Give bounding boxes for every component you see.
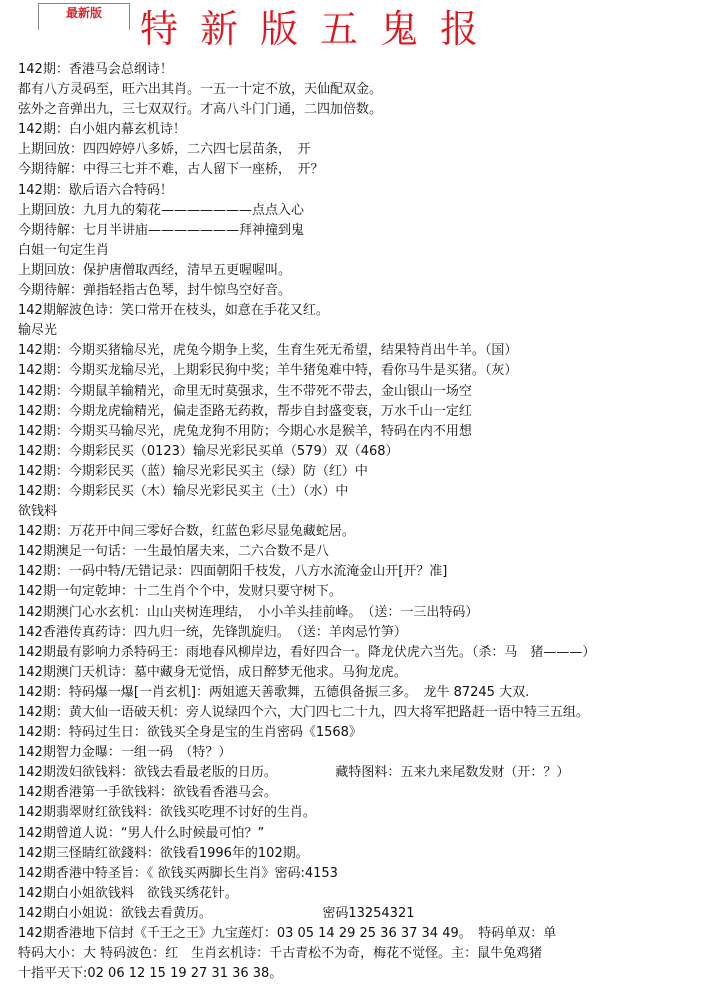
text-line: 142期泼妇欲钱料：欲钱去看最老版的日历。 藏特图料：五来九来尾数发财（开：？）	[18, 765, 570, 781]
text-line: 白姐一句定生肖	[18, 242, 110, 258]
text-line: 142期澳足一句话：一生最怕屠夫来，二六合数不是八	[18, 544, 329, 560]
text-line: 142期曾道人说：“男人什么时候最可怕？”	[18, 825, 265, 841]
text-line: 142期：今期彩民买（0123）输尽光彩民买单（579）双（468）	[18, 443, 399, 459]
content-lines	[18, 60, 718, 984]
text-line: 142期香港第一手欲钱料：欲钱看香港马会。	[18, 785, 277, 801]
text-line: 142期：今期龙虎输精光，偏走歪路无药救，帮步自封盛变衰，万水千山一定红	[18, 403, 472, 419]
text-line: 142期：特码爆一爆[一肖玄机]：两姐遮天善歌舞，五德俱备振三多。 龙牛 87245 大双.	[18, 684, 530, 700]
text-line: 特码大小：大 特码波色：红 生肖玄机诗：千古青松不为奇，梅花不觉怪。主：鼠牛兔鸡猪	[18, 946, 543, 962]
text-line: 142期：今期彩民买（蓝）输尽光彩民买主（绿）防（红）中	[18, 463, 368, 479]
text-line: 142期智力金曝：一组一码 （特？）	[18, 745, 232, 761]
text-line: 142期：今期买猪输尽光，虎兔今期争上奖，生育生死无希望，结果特肖出牛羊。（国）	[18, 343, 518, 359]
text-line: 都有八方灵码至，旺六出其肖。一五一十定不放，天仙配双金。	[18, 82, 383, 98]
text-line: 142期：特码过生日：欲钱买全身是宝的生肖密码《1568》	[18, 725, 362, 741]
text-line: 142期翡翠财红欲钱料：欲钱买吃理不讨好的生肖。	[18, 805, 316, 821]
text-line: 142期最有影响力杀特码王：雨地春风柳岸边，看好四合一。降龙伏虎六当先。（杀：马 猪———）	[18, 644, 596, 660]
text-line: 142期香港地下信封《千王之王》九宝莲灯：03 05 14 29 25 36 37 34 49。 特码单双：单	[18, 926, 557, 942]
text-line: 上期回放：九月九的菊花———————点点入心	[18, 202, 305, 218]
text-line: 142期：今期买马输尽光，虎兔龙狗不用防；今期心水是猴羊，特码在内不用想	[18, 423, 472, 439]
text-line: 上期回放：保护唐僧取西经，清早五更喔喔叫。	[18, 262, 292, 278]
text-line: 十指平天下:02 06 12 15 19 27 31 36 38。	[18, 966, 283, 982]
text-line: 142期一句定乾坤：十二生肖个个中，发财只要守树下。	[18, 584, 342, 600]
text-line: 上期回放：四四婷婷八多娇，二六四七层苗条， 开	[18, 142, 311, 158]
text-line: 142期解波色诗：笑口常开在枝头，如意在手花又红。	[18, 303, 329, 319]
text-line: 142期香港中特圣旨：《 欲钱买两脚长生肖》密码:4153	[18, 865, 338, 881]
text-line: 输尽光	[18, 323, 58, 339]
text-line: 142期：一码中特/无错记录：四面朝阳千枝发，八方水流淹金山开[开？准]	[18, 564, 448, 580]
text-line: 142期：今期鼠羊输精光，命里无时莫强求，生不带死不带去，金山银山一场空	[18, 383, 472, 399]
text-line: 142期：今期彩民买（木）输尽光彩民买主（土）（水）中	[18, 483, 349, 499]
text-line: 142期白小姐欲钱料 欲钱买绣花针。	[18, 885, 238, 901]
text-line: 142期三怪睛红欲錢料：欲钱看1996年的102期。	[18, 845, 309, 861]
page-title: 特新版五鬼报	[140, 7, 501, 51]
text-line: 142期澳门天机诗：墓中藏身无觉悟，成日醉梦无他求。马狗龙虎。	[18, 664, 407, 680]
text-line: 今期待解：中得三七并不难，古人留下一座桥， 开？	[18, 162, 324, 178]
text-line: 今期待解：弹指轻指古色琴，封牛惊鸟空好音。	[18, 283, 292, 299]
text-line: 142期：香港马会总纲诗！	[18, 62, 173, 77]
text-line: 142期：今期买龙输尽光，上期彩民狗中奖；羊牛猪兔难中特，看你马牛是买猪。（灰）	[18, 363, 518, 379]
text-line: 142期：万花开中间三零好合数，红蓝色彩尽显兔藏蛇居。	[18, 524, 355, 540]
latest-edition-badge: 最新版	[38, 3, 130, 30]
text-line: 142期：白小姐内幕玄机诗！	[18, 122, 186, 138]
text-line: 142期澳门心水玄机：山山夹树连理结， 小小羊头挂前峰。 （送：一三出特码）	[18, 604, 479, 620]
text-line: 欲钱料	[18, 504, 58, 520]
text-line: 弦外之音弹出九，三七双双行。才高八斗门门通，二四加倍数。	[18, 102, 383, 118]
text-line: 今期待解：七月半讲庙———————拜神撞到鬼	[18, 222, 305, 238]
text-line: 142香港传真药诗：四九归一统，先锋凯旋归。 （送：羊肉忌竹笋）	[18, 624, 407, 640]
text-line: 142期：黄大仙一语破天机：旁人说绿四个六，大门四七二十九，四大将军把路赶一语中特三五组。	[18, 705, 589, 720]
text-line: 142期：歇后语六合特码！	[18, 182, 173, 198]
text-line: 142期白小姐说：欲钱去看黄历。 密码13254321	[18, 905, 415, 921]
